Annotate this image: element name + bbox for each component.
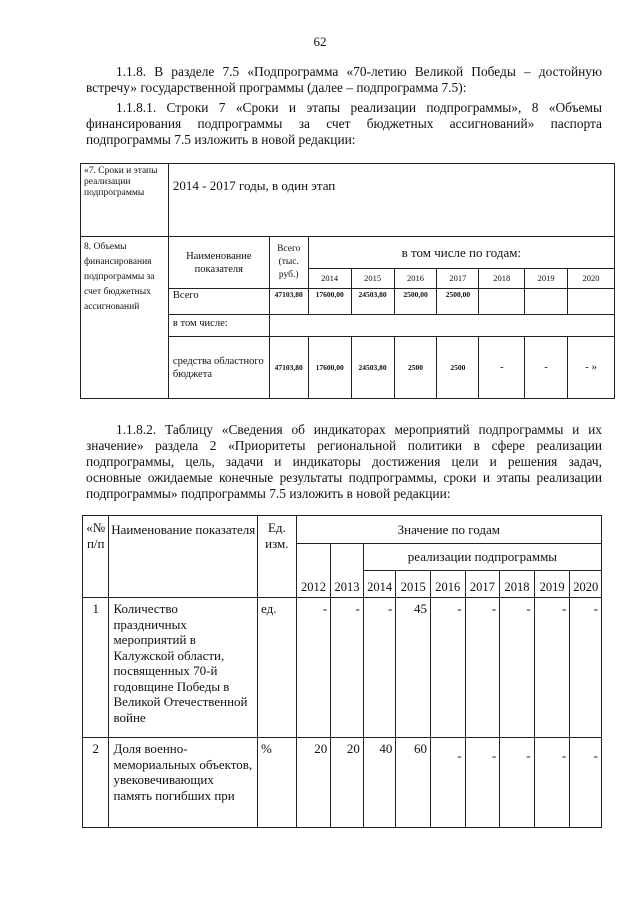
year-cell: 2016 (394, 269, 437, 289)
row-value: - (534, 738, 570, 828)
row-value: - (479, 337, 525, 399)
row-value (568, 289, 615, 315)
year-cell: 2014 (363, 571, 396, 598)
year-cell: 2016 (430, 571, 465, 598)
page-number: 62 (313, 34, 327, 49)
row-value: 40 (363, 738, 396, 828)
row-value: - (430, 598, 465, 738)
row-value: - (500, 598, 535, 738)
row-value: - (465, 738, 500, 828)
row-unit: ед. (258, 598, 297, 738)
row-name: средства областного бюджета (168, 337, 269, 399)
col-no-header: «№ п/п (83, 516, 109, 598)
text-line: 1.1.8.2. Таблицу «Сведения об индикаторах мероприятий подпрограммы и их (116, 422, 602, 437)
year-cell: 2018 (500, 571, 535, 598)
row-value: 2500 (437, 337, 479, 399)
year-cell: 2012 (296, 544, 331, 598)
text-line: 1.1.8. В разделе 7.5 «Подпрограмма «70-летию Великой Победы – достойную (116, 64, 602, 79)
row-unit: % (258, 738, 297, 828)
indicators-table (82, 515, 602, 828)
row-value: 24503,80 (351, 289, 394, 315)
row-value: 2500 (394, 337, 437, 399)
year-cell: 2020 (568, 269, 615, 289)
row-total: 47103,80 (269, 337, 308, 399)
paragraph-1-1-8-1 (86, 100, 602, 148)
table-row (83, 738, 602, 828)
row-value: - (534, 598, 570, 738)
text-line: подпрограммы 7.5 изложить в новой редакции: (86, 132, 356, 147)
year-cell: 2015 (396, 571, 431, 598)
col-unit-header: Ед. изм. (258, 516, 297, 598)
row7-value: 2014 - 2017 годы, в один этап (168, 164, 614, 237)
text-line: 1.1.8.1. Строки 7 «Сроки и этапы реализации подпрограммы», 8 «Объемы (116, 100, 602, 115)
row-value: 45 (396, 598, 431, 738)
row-value: - (570, 598, 602, 738)
col-name-header: Наименование показателя (168, 237, 269, 289)
row-value: - (525, 337, 568, 399)
row-value: - (331, 598, 364, 738)
row-name: Доля военно-мемориальных объектов, увековечивающих память погибших при (109, 738, 258, 828)
col-values-header: Значение по годам (296, 516, 601, 544)
year-cell: 2014 (308, 269, 351, 289)
col-total-header: Всего (тыс. руб.) (269, 237, 308, 289)
row-value: 17600,00 (308, 289, 351, 315)
row-value: - » (568, 337, 615, 399)
row-value: 24503,80 (351, 337, 394, 399)
col-name-header: Наименование показателя (109, 516, 258, 598)
row-value: - (570, 738, 602, 828)
text-line: встречу» государственной программы (далее – подпрограмма 7.5): (86, 80, 467, 95)
empty-cell (269, 315, 614, 337)
row-value: - (465, 598, 500, 738)
year-cell: 2017 (437, 269, 479, 289)
year-cell: 2013 (331, 544, 364, 598)
table-row (83, 598, 602, 738)
year-cell: 2017 (465, 571, 500, 598)
year-cell: 2018 (479, 269, 525, 289)
passport-table (80, 163, 615, 399)
text-line: подпрограммы, цель, задачи и индикаторы достижения цели и решения задач, (86, 454, 602, 469)
col-years-header: в том числе по годам: (308, 237, 614, 269)
paragraph-1-1-8 (86, 64, 602, 96)
row-no: 2 (83, 738, 109, 828)
year-cell: 2019 (525, 269, 568, 289)
row-value: 2500,00 (394, 289, 437, 315)
row-value: - (430, 738, 465, 828)
row-value: 17600,00 (308, 337, 351, 399)
row-name: в том числе: (168, 315, 269, 337)
row-value: 60 (396, 738, 431, 828)
row-value: 20 (331, 738, 364, 828)
col-impl-header: реализации подпрограммы (363, 544, 601, 571)
row-value: - (500, 738, 535, 828)
row7-label: «7. Сроки и этапы реализации подпрограммы (81, 164, 169, 237)
row-total: 47103,80 (269, 289, 308, 315)
row-value: 2500,00 (437, 289, 479, 315)
paragraph-1-1-8-2 (86, 422, 602, 502)
text-line: значение» раздела 2 «Приоритеты региональной политики в сфере реализации (86, 438, 602, 453)
row-name: Всего (168, 289, 269, 315)
row-value: 20 (296, 738, 331, 828)
row-value: - (363, 598, 396, 738)
row-no: 1 (83, 598, 109, 738)
row-name: Количество праздничных мероприятий в Калужской области, посвященных 70-й годовщине Победы в Великой Отечественной войне (109, 598, 258, 738)
year-cell: 2019 (534, 571, 570, 598)
text-line: подпрограммы» подпрограммы 7.5 изложить в новой редакции: (86, 486, 451, 501)
row-value (479, 289, 525, 315)
row-value (525, 289, 568, 315)
year-cell: 2020 (570, 571, 602, 598)
row8-label: 8. Объемы финансирования подпрограммы за счет бюджетных ассигнований (81, 237, 169, 399)
text-line: финансирования подпрограммы за счет бюджетных ассигнований» паспорта (86, 116, 602, 131)
year-cell: 2015 (351, 269, 394, 289)
row-value: - (296, 598, 331, 738)
text-line: основные ожидаемые конечные результаты подпрограммы, сроки и этапы реализации (86, 470, 602, 485)
